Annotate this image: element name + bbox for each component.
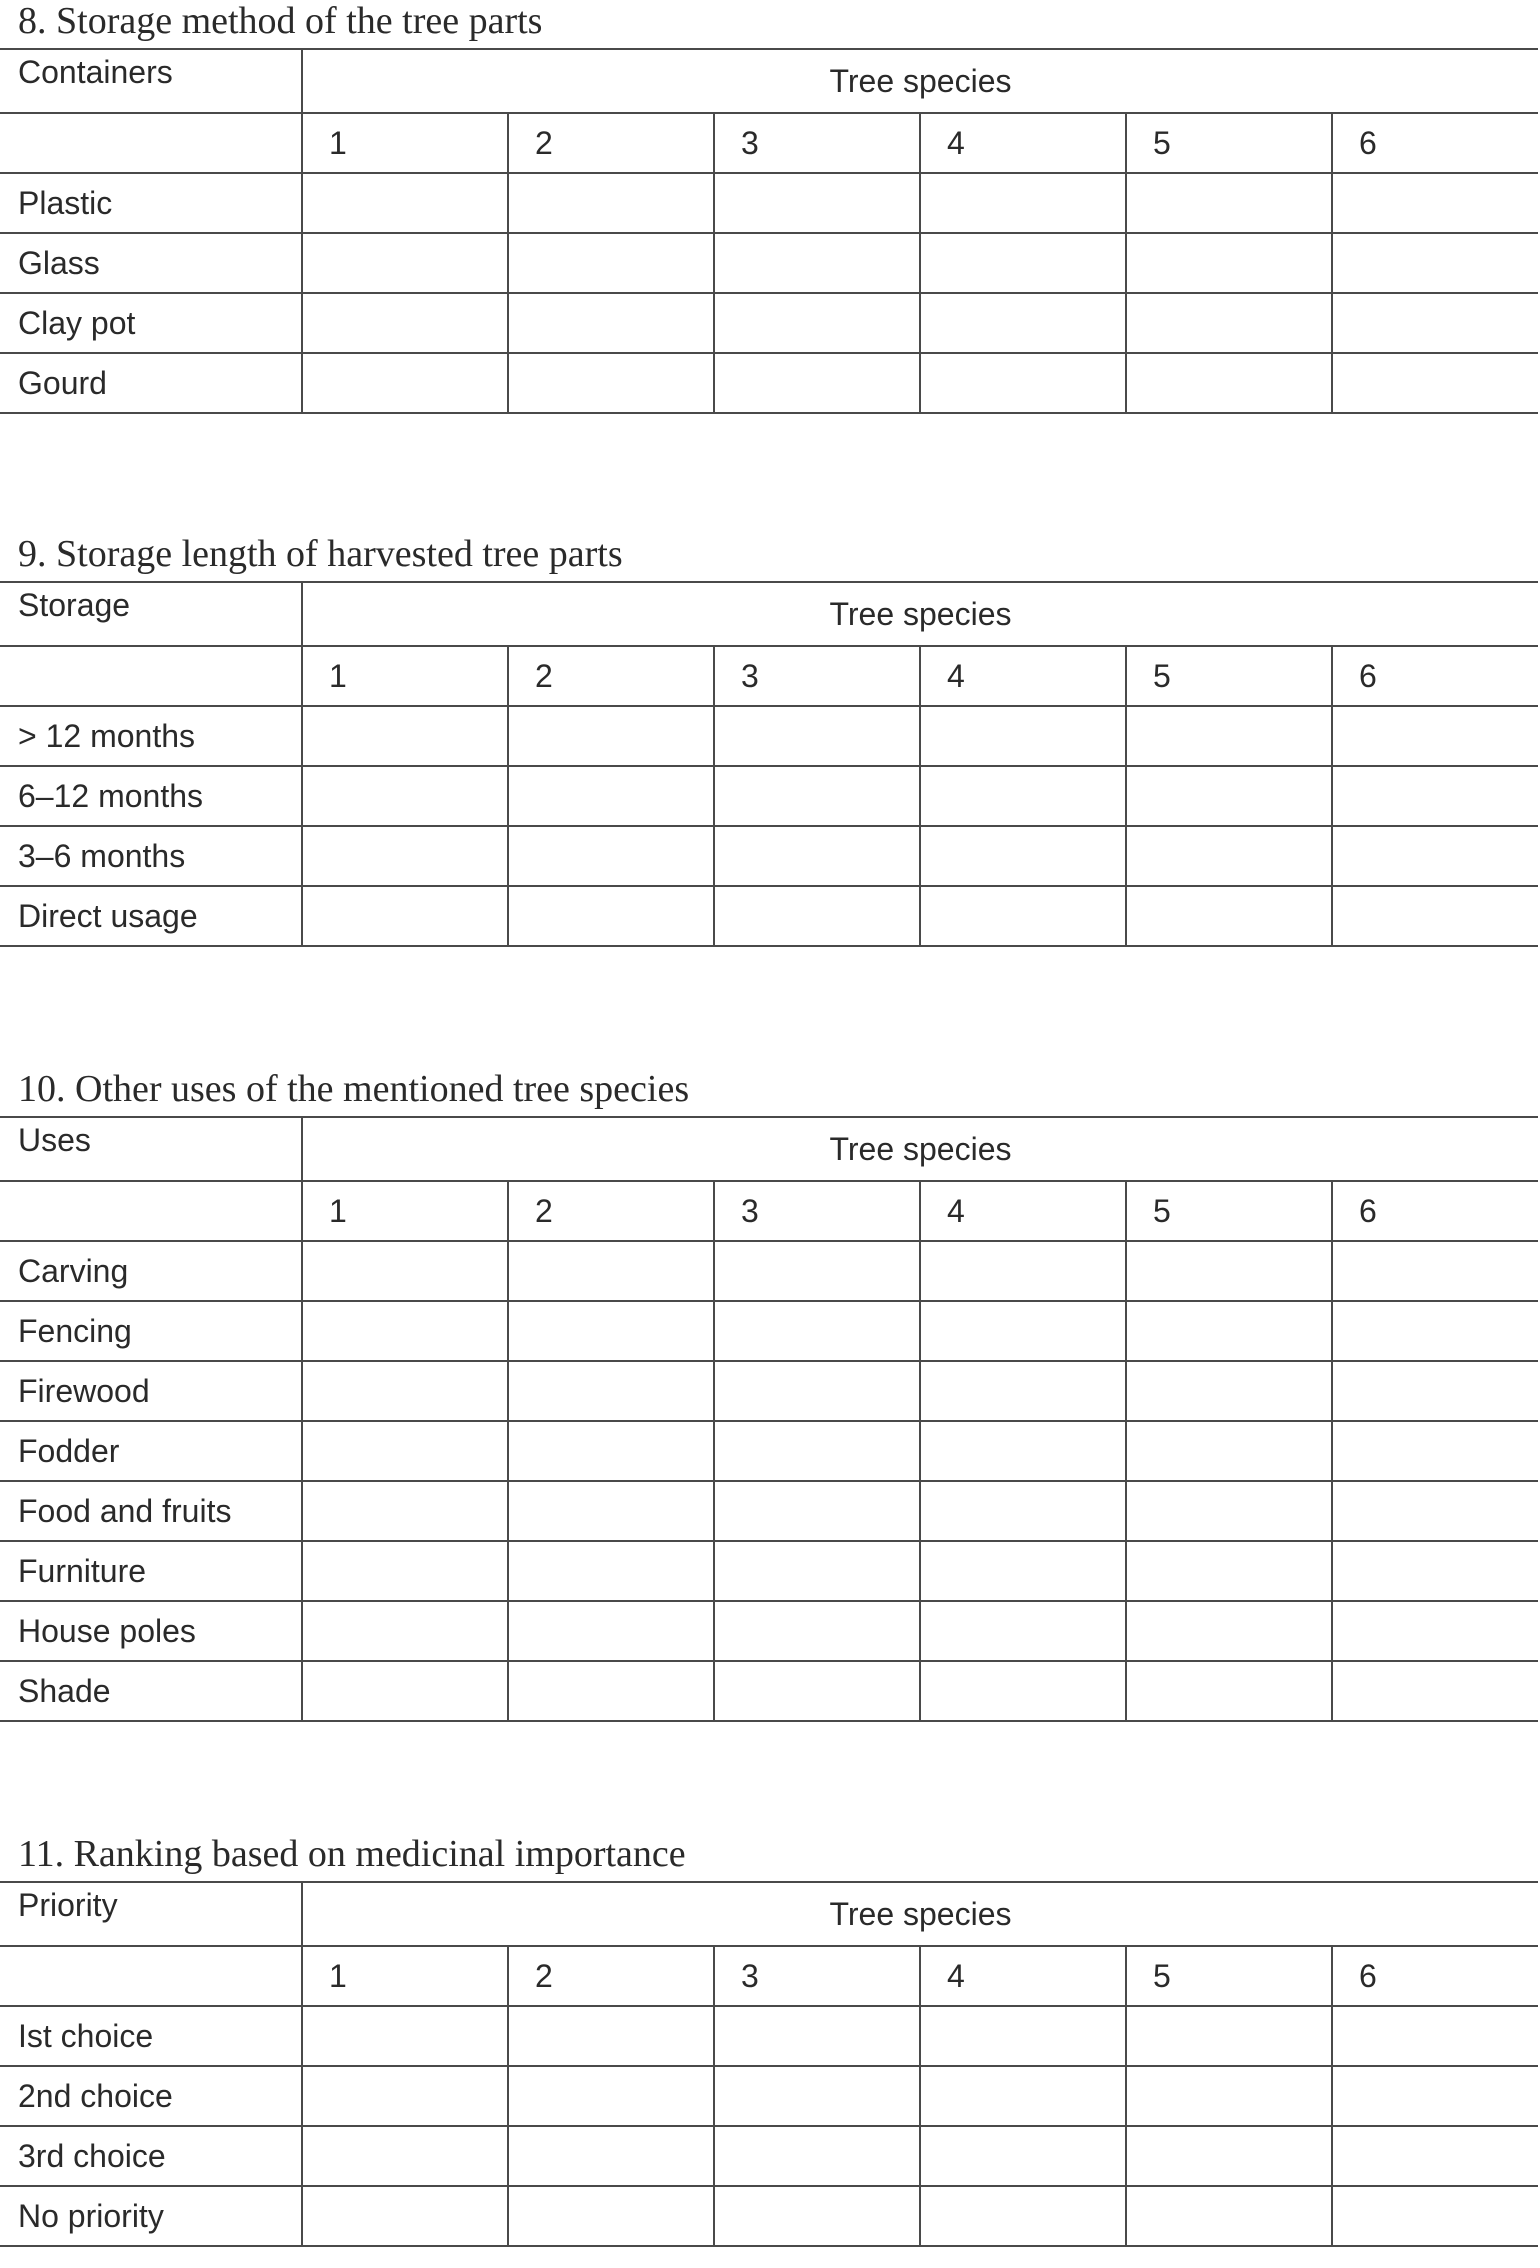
entry-cell[interactable] [1332,293,1538,353]
row-label: > 12 months [0,706,302,766]
entry-cell[interactable] [1332,233,1538,293]
species-number-1: 1 [302,113,508,173]
row-label: Fencing [0,1301,302,1361]
row-label: Ist choice [0,2006,302,2066]
entry-cell[interactable] [714,2126,920,2186]
entry-cell[interactable] [508,1661,714,1721]
entry-cell[interactable] [508,886,714,946]
entry-cell[interactable] [920,1661,1126,1721]
entry-cell[interactable] [714,1661,920,1721]
entry-cell[interactable] [302,173,508,233]
entry-cell[interactable] [714,1481,920,1541]
species-number-2: 2 [508,1181,714,1241]
row-label: Carving [0,1241,302,1301]
entry-cell[interactable] [714,766,920,826]
entry-cell[interactable] [302,1661,508,1721]
entry-cell[interactable] [1332,1301,1538,1361]
entry-cell[interactable] [508,173,714,233]
table-row [0,1601,1538,1661]
species-number-5: 5 [1126,646,1332,706]
entry-cell[interactable] [302,706,508,766]
entry-cell[interactable] [1126,1301,1332,1361]
entry-cell[interactable] [1126,293,1332,353]
entry-cell[interactable] [508,766,714,826]
species-number-1: 1 [302,646,508,706]
entry-cell[interactable] [508,1421,714,1481]
entry-cell[interactable] [302,1301,508,1361]
row-header-label: Uses [0,1117,302,1181]
entry-cell[interactable] [920,1541,1126,1601]
entry-cell[interactable] [1332,886,1538,946]
species-number-1: 1 [302,1946,508,2006]
entry-cell[interactable] [714,706,920,766]
table-row [0,2126,1538,2186]
blank-cell [0,646,302,706]
entry-cell[interactable] [1126,1601,1332,1661]
row-label: Glass [0,233,302,293]
blank-cell [0,113,302,173]
species-number-3: 3 [714,646,920,706]
entry-cell[interactable] [1332,1601,1538,1661]
entry-cell[interactable] [1332,1481,1538,1541]
survey-table [0,1881,1538,2247]
group-header-label: Tree species [302,582,1538,646]
entry-cell[interactable] [920,1241,1126,1301]
entry-cell[interactable] [1332,2186,1538,2246]
table-row [0,1661,1538,1721]
entry-cell[interactable] [920,2066,1126,2126]
entry-cell[interactable] [508,1601,714,1661]
entry-cell[interactable] [1126,353,1332,413]
table-row [0,766,1538,826]
section-3 [0,1070,1538,1722]
survey-table [0,581,1538,947]
entry-cell[interactable] [1126,2186,1332,2246]
entry-cell[interactable] [508,1541,714,1601]
entry-cell[interactable] [1332,826,1538,886]
entry-cell[interactable] [302,826,508,886]
species-number-3: 3 [714,113,920,173]
table-row [0,1361,1538,1421]
entry-cell[interactable] [920,173,1126,233]
entry-cell[interactable] [714,293,920,353]
blank-cell [0,1946,302,2006]
entry-cell[interactable] [302,1481,508,1541]
species-number-1: 1 [302,1181,508,1241]
group-header-label: Tree species [302,49,1538,113]
species-number-6: 6 [1332,1946,1538,2006]
species-number-5: 5 [1126,1946,1332,2006]
row-header-label: Storage [0,582,302,646]
entry-cell[interactable] [1332,1361,1538,1421]
blank-cell [0,1181,302,1241]
section-1 [0,2,1538,414]
entry-cell[interactable] [302,766,508,826]
row-label: Shade [0,1661,302,1721]
entry-cell[interactable] [1332,766,1538,826]
entry-cell[interactable] [920,1601,1126,1661]
entry-cell[interactable] [714,1541,920,1601]
section-title: 8. Storage method of the tree parts [18,0,543,42]
entry-cell[interactable] [920,826,1126,886]
survey-table [0,1116,1538,1722]
entry-cell[interactable] [714,1361,920,1421]
group-header-label: Tree species [302,1117,1538,1181]
species-number-4: 4 [920,113,1126,173]
entry-cell[interactable] [1126,1361,1332,1421]
entry-cell[interactable] [920,233,1126,293]
entry-cell[interactable] [302,886,508,946]
section-title: 10. Other uses of the mentioned tree species [18,1068,690,1110]
survey-table [0,48,1538,414]
table-row [0,2186,1538,2246]
entry-cell[interactable] [1126,886,1332,946]
species-number-6: 6 [1332,113,1538,173]
row-label: Firewood [0,1361,302,1421]
entry-cell[interactable] [1126,1241,1332,1301]
row-label: House poles [0,1601,302,1661]
row-header-label: Priority [0,1882,302,1946]
entry-cell[interactable] [714,1241,920,1301]
entry-cell[interactable] [1126,1481,1332,1541]
entry-cell[interactable] [508,2006,714,2066]
entry-cell[interactable] [1126,1541,1332,1601]
species-number-2: 2 [508,646,714,706]
entry-cell[interactable] [1126,2066,1332,2126]
table-row [0,1301,1538,1361]
entry-cell[interactable] [714,2006,920,2066]
entry-cell[interactable] [508,293,714,353]
entry-cell[interactable] [1126,766,1332,826]
entry-cell[interactable] [714,1601,920,1661]
entry-cell[interactable] [920,1481,1126,1541]
species-number-3: 3 [714,1946,920,2006]
section-2 [0,535,1538,947]
entry-cell[interactable] [1332,1241,1538,1301]
entry-cell[interactable] [714,2186,920,2246]
entry-cell[interactable] [508,1301,714,1361]
table-row [0,2066,1538,2126]
entry-cell[interactable] [302,2006,508,2066]
entry-cell[interactable] [1332,2006,1538,2066]
entry-cell[interactable] [508,353,714,413]
entry-cell[interactable] [920,2126,1126,2186]
entry-cell[interactable] [920,1301,1126,1361]
entry-cell[interactable] [1332,706,1538,766]
entry-cell[interactable] [1332,1541,1538,1601]
entry-cell[interactable] [302,2186,508,2246]
row-label: 2nd choice [0,2066,302,2126]
entry-cell[interactable] [920,2006,1126,2066]
row-label: No priority [0,2186,302,2246]
row-label: Clay pot [0,293,302,353]
entry-cell[interactable] [920,2186,1126,2246]
row-label: 6–12 months [0,766,302,826]
entry-cell[interactable] [508,2126,714,2186]
row-label: Gourd [0,353,302,413]
section-title: 11. Ranking based on medicinal importance [18,1833,686,1875]
entry-cell[interactable] [508,2066,714,2126]
entry-cell[interactable] [302,1601,508,1661]
row-label: 3–6 months [0,826,302,886]
table-row [0,706,1538,766]
table-row [0,1481,1538,1541]
entry-cell[interactable] [508,706,714,766]
entry-cell[interactable] [920,766,1126,826]
entry-cell[interactable] [302,1541,508,1601]
row-label: Plastic [0,173,302,233]
entry-cell[interactable] [920,293,1126,353]
entry-cell[interactable] [714,353,920,413]
table-row [0,173,1538,233]
entry-cell[interactable] [302,1241,508,1301]
species-number-4: 4 [920,1946,1126,2006]
entry-cell[interactable] [920,1361,1126,1421]
entry-cell[interactable] [302,2126,508,2186]
entry-cell[interactable] [302,293,508,353]
row-label: Direct usage [0,886,302,946]
entry-cell[interactable] [1126,2126,1332,2186]
species-number-6: 6 [1332,646,1538,706]
table-row [0,233,1538,293]
entry-cell[interactable] [1332,353,1538,413]
entry-cell[interactable] [302,353,508,413]
entry-cell[interactable] [1126,1661,1332,1721]
species-number-6: 6 [1332,1181,1538,1241]
entry-cell[interactable] [1332,1661,1538,1721]
section-title: 9. Storage length of harvested tree parts [18,533,623,575]
section-4 [0,1835,1538,2247]
table-row [0,826,1538,886]
entry-cell[interactable] [302,1361,508,1421]
entry-cell[interactable] [920,886,1126,946]
species-number-5: 5 [1126,1181,1332,1241]
entry-cell[interactable] [1126,233,1332,293]
row-header-label: Containers [0,49,302,113]
entry-cell[interactable] [920,353,1126,413]
entry-cell[interactable] [1126,173,1332,233]
entry-cell[interactable] [714,173,920,233]
row-label: Furniture [0,1541,302,1601]
entry-cell[interactable] [714,2066,920,2126]
entry-cell[interactable] [1332,2126,1538,2186]
entry-cell[interactable] [920,1421,1126,1481]
entry-cell[interactable] [1126,2006,1332,2066]
species-number-3: 3 [714,1181,920,1241]
entry-cell[interactable] [714,1301,920,1361]
table-row [0,353,1538,413]
table-row [0,293,1538,353]
species-number-2: 2 [508,113,714,173]
entry-cell[interactable] [508,2186,714,2246]
entry-cell[interactable] [920,706,1126,766]
entry-cell[interactable] [302,233,508,293]
entry-cell[interactable] [508,826,714,886]
row-label: Food and fruits [0,1481,302,1541]
entry-cell[interactable] [302,2066,508,2126]
species-number-2: 2 [508,1946,714,2006]
entry-cell[interactable] [1332,1421,1538,1481]
row-label: 3rd choice [0,2126,302,2186]
entry-cell[interactable] [714,1421,920,1481]
group-header-label: Tree species [302,1882,1538,1946]
entry-cell[interactable] [508,233,714,293]
species-number-5: 5 [1126,113,1332,173]
row-label: Fodder [0,1421,302,1481]
species-number-4: 4 [920,646,1126,706]
entry-cell[interactable] [714,826,920,886]
entry-cell[interactable] [508,1481,714,1541]
species-number-4: 4 [920,1181,1126,1241]
entry-cell[interactable] [1332,173,1538,233]
entry-cell[interactable] [302,1421,508,1481]
table-row [0,1241,1538,1301]
table-row [0,1421,1538,1481]
entry-cell[interactable] [1332,2066,1538,2126]
entry-cell[interactable] [1126,706,1332,766]
entry-cell[interactable] [1126,1421,1332,1481]
entry-cell[interactable] [508,1361,714,1421]
table-row [0,2006,1538,2066]
table-row [0,1541,1538,1601]
entry-cell[interactable] [1126,826,1332,886]
entry-cell[interactable] [714,233,920,293]
entry-cell[interactable] [508,1241,714,1301]
entry-cell[interactable] [714,886,920,946]
table-row [0,886,1538,946]
